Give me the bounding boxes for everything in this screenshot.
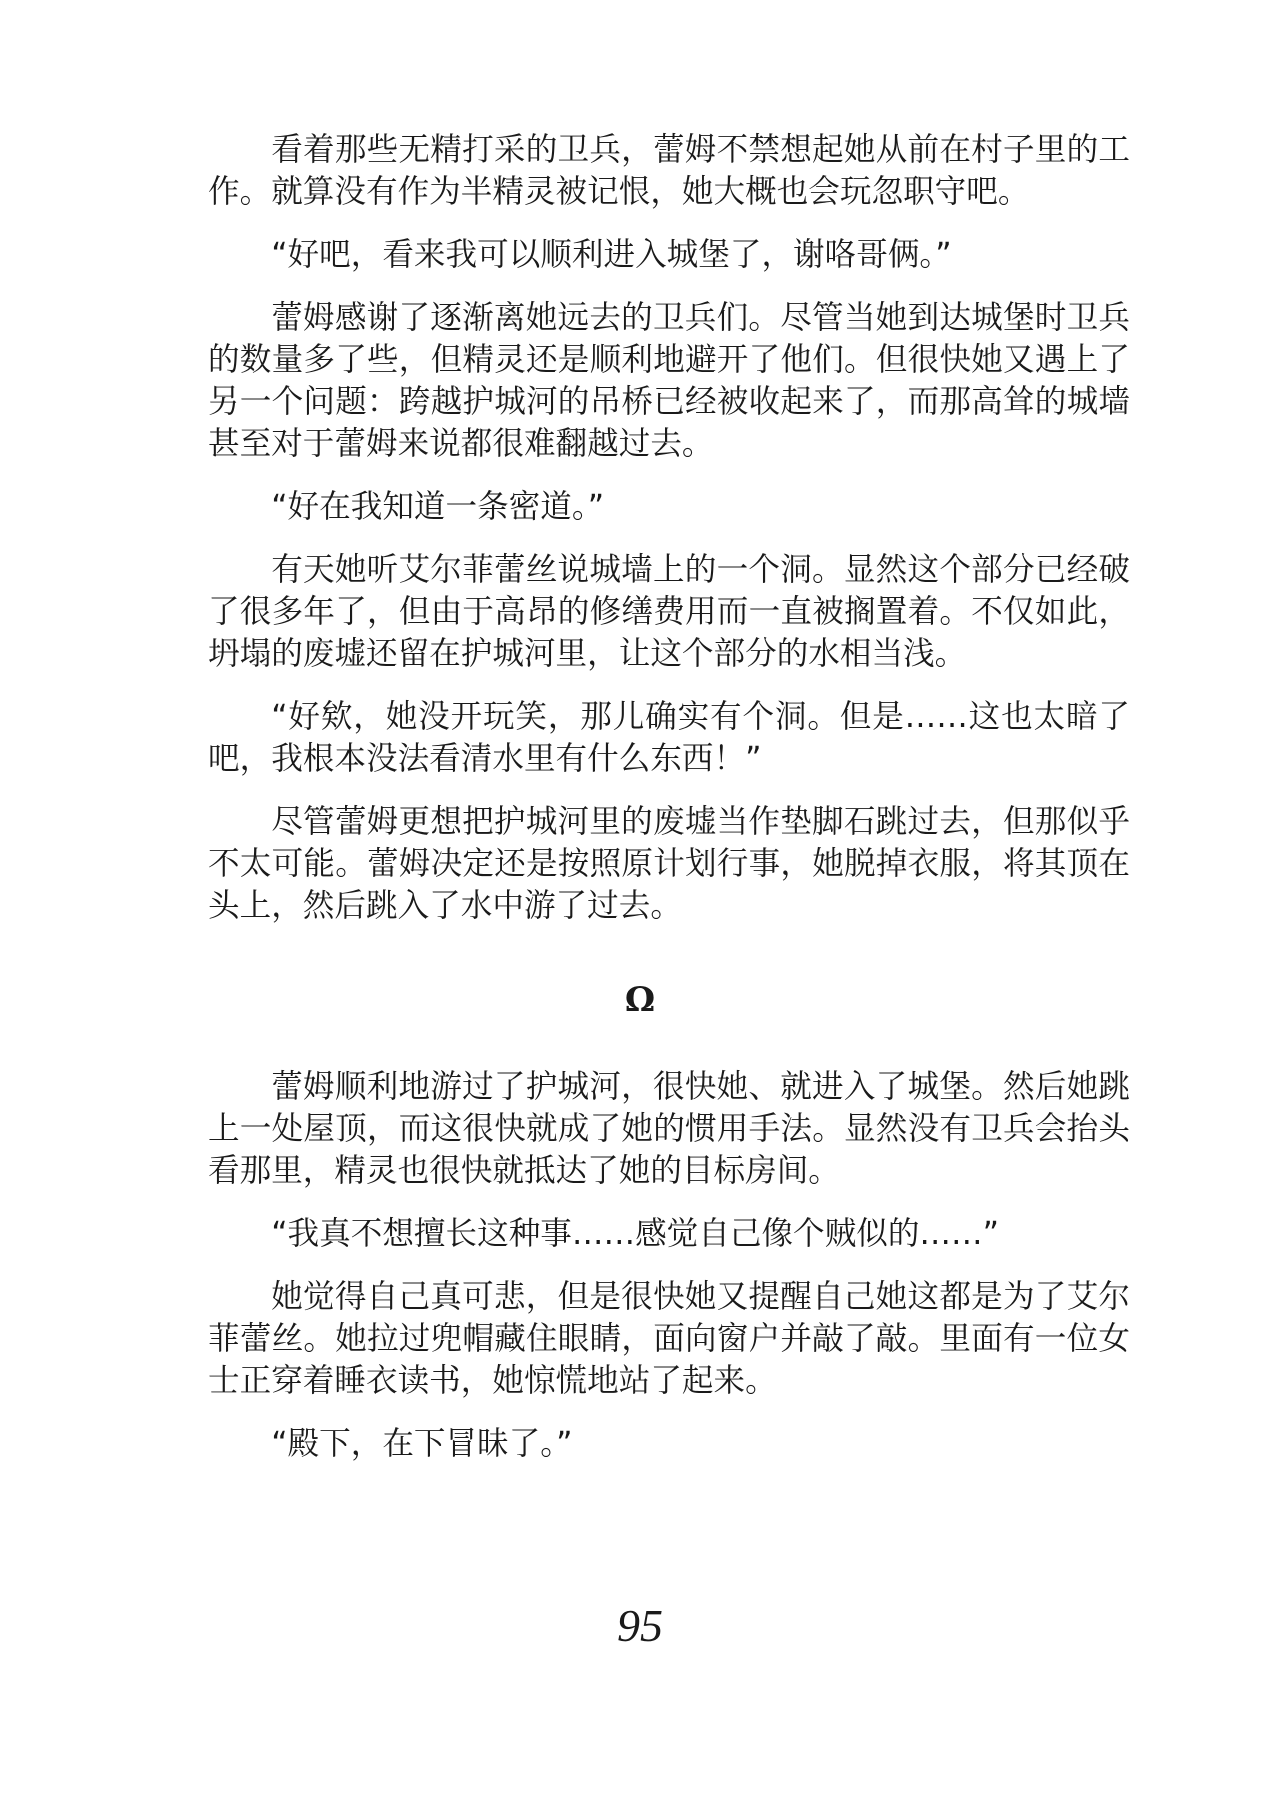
paragraph: 她觉得自己真可悲，但是很快她又提醒自己她这都是为了艾尔菲蕾丝。她拉过兜帽藏住眼睛，面向窗户并敲了敲。里面有一位女士正穿着睡衣读书，她惊慌地站了起来。 (208, 1279, 1130, 1399)
dialogue-paragraph: “殿下，在下冒昧了。” (271, 1426, 573, 1462)
section-after-divider (208, 1066, 1130, 1465)
section-before-divider (208, 129, 1130, 927)
dialogue-paragraph: “好在我知道一条密道。” (271, 489, 605, 525)
paragraph: 有天她听艾尔菲蕾丝说城墙上的一个洞。显然这个部分已经破了很多年了，但由于高昂的修缮费用而一直被搁置着。不仅如此，坍塌的废墟还留在护城河里，让这个部分的水相当浅。 (208, 552, 1130, 672)
dialogue-paragraph: “好吧，看来我可以顺利进入城堡了，谢咯哥俩。” (271, 237, 952, 273)
paragraph: 看着那些无精打采的卫兵，蕾姆不禁想起她从前在村子里的工作。就算没有作为半精灵被记恨，她大概也会玩忽职守吧。 (208, 132, 1130, 210)
page-number: 95 (617, 1600, 663, 1651)
section-divider-omega: Ω (624, 980, 656, 1020)
dialogue-paragraph: “好欸，她没开玩笑，那儿确实有个洞。但是……这也太暗了吧，我根本没法看清水里有什么东西！” (208, 699, 1130, 777)
paragraph: 尽管蕾姆更想把护城河里的废墟当作垫脚石跳过去，但那似乎不太可能。蕾姆决定还是按照原计划行事，她脱掉衣服，将其顶在头上，然后跳入了水中游了过去。 (208, 804, 1130, 924)
paragraph: 蕾姆顺利地游过了护城河，很快她、就进入了城堡。然后她跳上一处屋顶，而这很快就成了她的惯用手法。显然没有卫兵会抬头看那里，精灵也很快就抵达了她的目标房间。 (208, 1069, 1130, 1189)
paragraph: 蕾姆感谢了逐渐离她远去的卫兵们。尽管当她到达城堡时卫兵的数量多了些，但精灵还是顺利地避开了他们。但很快她又遇上了另一个问题：跨越护城河的吊桥已经被收起来了，而那高耸的城墙甚至对于蕾姆来说都很难翻越过去。 (208, 300, 1130, 462)
dialogue-paragraph: “我真不想擅长这种事……感觉自己像个贼似的……” (271, 1216, 999, 1252)
